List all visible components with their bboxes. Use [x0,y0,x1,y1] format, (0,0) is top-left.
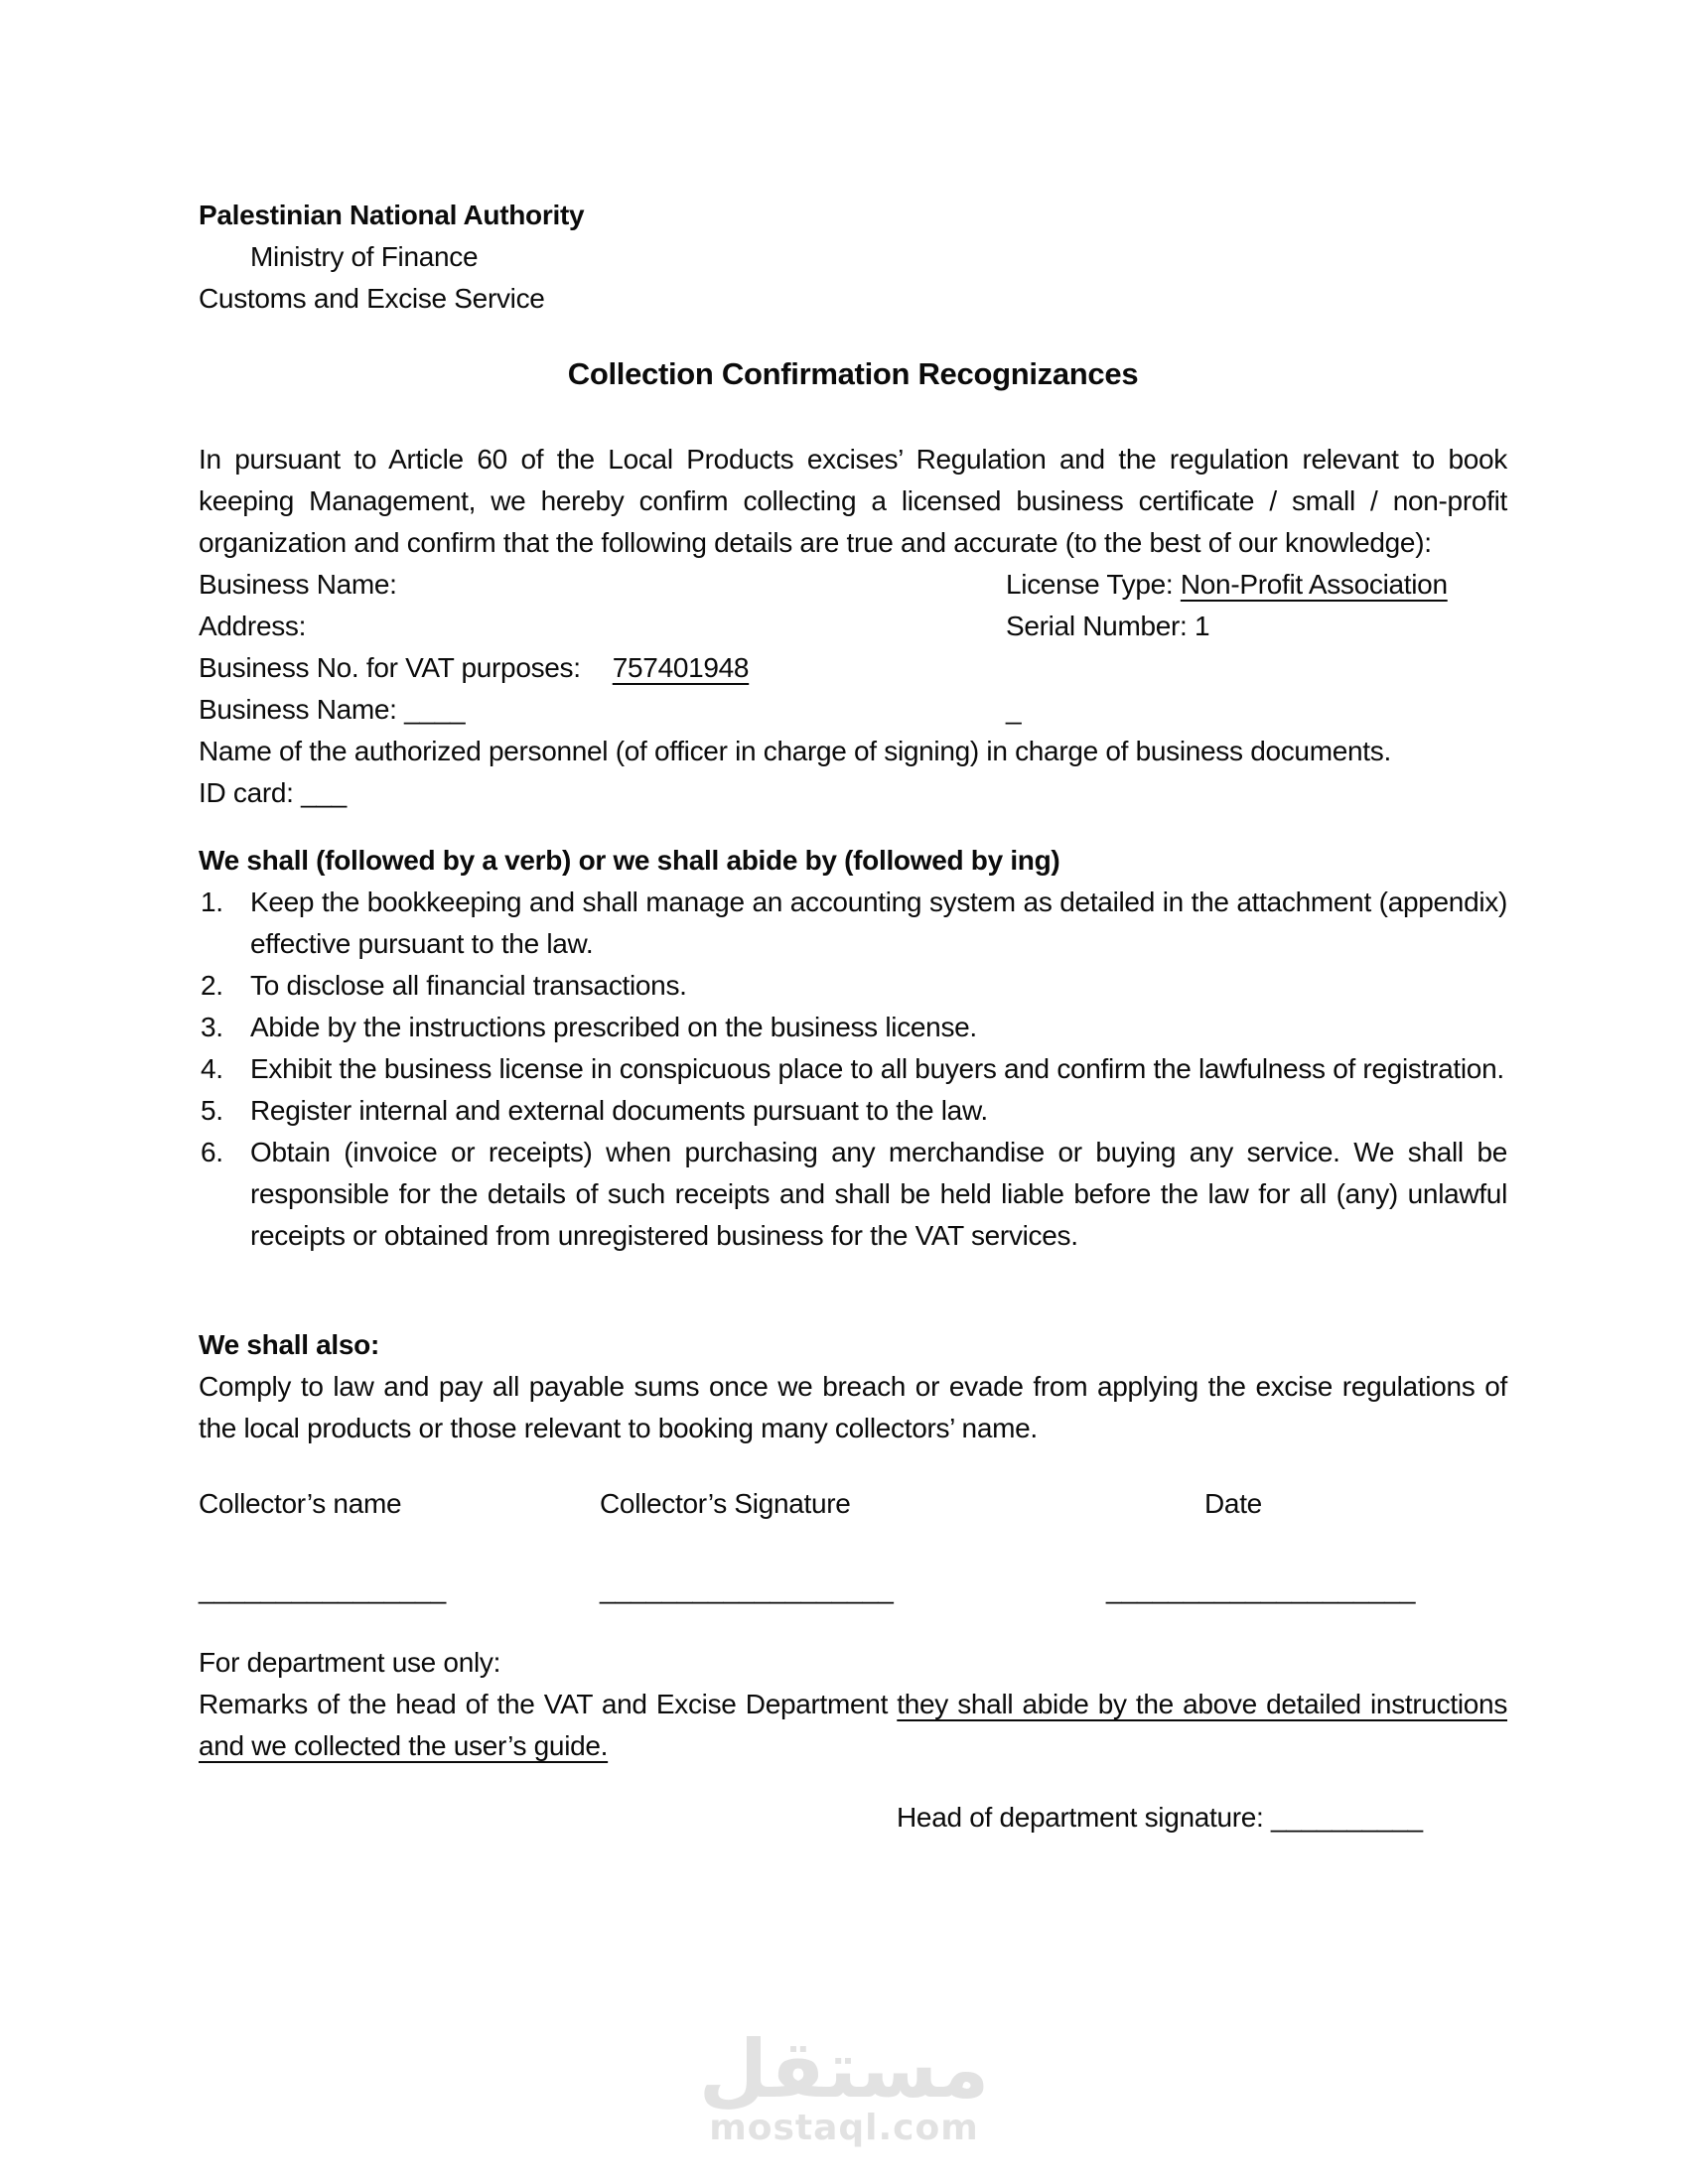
collector-signature-blank-line: ___________________ [600,1573,894,1604]
license-type-value: Non-Profit Association [1180,569,1448,600]
department-section [199,1642,1507,1767]
address-label: Address: [199,611,307,641]
collector-name-label: Collector’s name [199,1488,402,1519]
list-item [199,1048,1507,1090]
list-item-text: Abide by the instructions prescribed on the business license. [250,1012,977,1042]
department-remarks [199,1684,1507,1767]
list-item-number: 5. [201,1095,223,1126]
department-heading: For department use only: [199,1647,501,1678]
date-label: Date [1204,1488,1262,1519]
serial-number-value: 1 [1195,611,1210,641]
serial-number-label: Serial Number: [1006,611,1188,641]
list-item [199,1007,1507,1048]
mostaql-arabic-logo: مستقل [698,2023,990,2116]
business-name-label: Business Name: [199,569,397,600]
vat-number-value: 757401948 [612,652,750,683]
list-item-number: 2. [201,970,223,1001]
letterhead [199,195,1507,320]
obligations-heading: We shall (followed by a verb) or we shall abide by (followed by ing) [199,845,1060,876]
head-signature-label: Head of department signature: [897,1802,1264,1833]
list-item-number: 4. [201,1053,223,1084]
we-shall-also-section [199,1324,1507,1449]
field-row-vat [199,647,1507,689]
letterhead-authority: Palestinian National Authority [199,200,585,230]
list-item [199,1090,1507,1132]
watermark [0,2023,1688,2148]
collector-signature-label: Collector’s Signature [600,1488,851,1519]
list-item-number: 3. [201,1012,223,1042]
remarks-underlined: they shall abide by the above detailed instructions and we collected the user’s guide. [199,1689,1508,1761]
field-row-address [199,606,1507,647]
field-row-business-name [199,564,1507,606]
date-blank-line: ____________________ [1106,1573,1416,1604]
serial-number [1006,606,1209,647]
list-item-text: Obtain (invoice or receipts) when purchasing any merchandise or buying any service. We shall be responsible for the details of such receipts and shall be held liable before the law for all (any) unlawful receipts or obtained from unregistered business for the VAT services. [250,1137,1507,1251]
page-title: Collection Confirmation Recognizances [567,356,1139,391]
vat-label: Business No. for VAT purposes: [199,652,581,683]
list-item-number: 1. [201,887,223,917]
we-shall-also-body: Comply to law and pay all payable sums once we breach or evade from applying the excise regulations of the local products or those relevant to booking many collectors’ name. [199,1371,1507,1443]
we-shall-also-heading: We shall also: [199,1329,380,1360]
head-signature-row [897,1797,1423,1839]
signature-lines-row [199,1569,1507,1610]
list-item-text: Register internal and external documents pursuant to the law. [250,1095,988,1126]
field-row-id-card [199,772,1507,814]
business-name-2-blank: ____ [404,694,466,725]
remarks-prefix: Remarks of the head of the VAT and Excise Department [199,1689,898,1719]
list-item-number: 6. [201,1137,223,1167]
intro-paragraph: In pursuant to Article 60 of the Local Products excises’ Regulation and the regulation relevant to book keeping Management, we hereby confirm collecting a licensed business certificate / small / non-profit organization and confirm that the following details are true and accurate (to the best of our knowledge): [199,444,1507,558]
list-item [199,1132,1507,1257]
id-card-label: ID card: [199,777,294,808]
license-type [1006,564,1448,606]
list-item-text: To disclose all financial transactions. [250,970,687,1001]
collector-name-blank-line: ________________ [199,1573,447,1604]
letterhead-service: Customs and Excise Service [199,283,545,314]
letterhead-ministry: Ministry of Finance [250,241,479,272]
field-row-business-name-2 [199,689,1507,731]
business-name-2-label: Business Name: [199,694,397,725]
id-card-blank: ___ [301,777,347,808]
list-item [199,965,1507,1007]
page-title-row [199,353,1507,396]
fields-block [199,564,1507,814]
mostaql-domain-text: mostaql.com [709,2108,979,2148]
authorized-personnel-note: Name of the authorized personnel (of officer in charge of signing) in charge of business documents. [199,736,1391,766]
list-item [199,882,1507,965]
list-item-text: Exhibit the business license in conspicuous place to all buyers and confirm the lawfulness of registration. [250,1053,1504,1084]
license-type-label: License Type: [1006,569,1174,600]
list-item-text: Keep the bookkeeping and shall manage an accounting system as detailed in the attachment (appendix) effective pursuant to the law. [250,887,1507,959]
signature-labels-row [199,1483,1507,1525]
head-signature-blank: __________ [1271,1802,1423,1833]
obligations-section [199,840,1507,1257]
business-name-2-dash: _ [1006,694,1022,725]
